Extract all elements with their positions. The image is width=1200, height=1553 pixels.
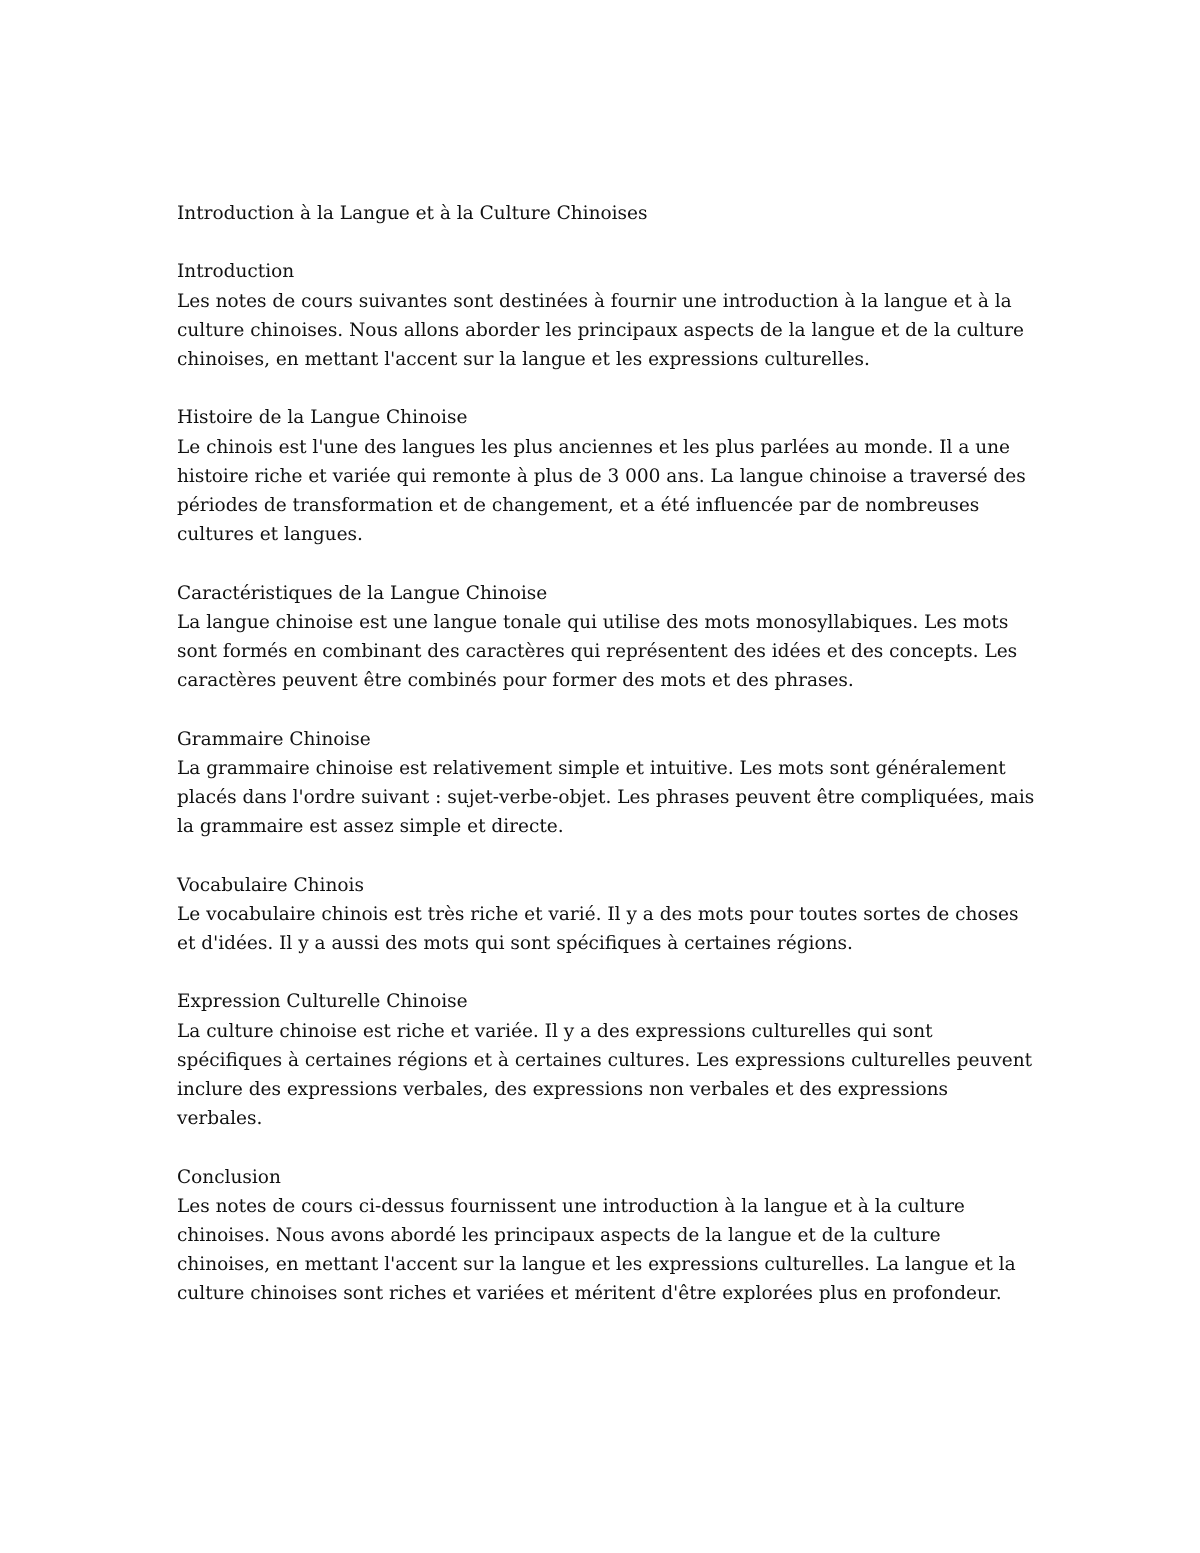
section-body: Les notes de cours suivantes sont destinées à fournir une introduction à la langue et à la culture chinoises. Nous allons aborder les principaux aspects de la langue et de la culture chinoises, en mettant l'accent sur la langue et les expressions culturelles. <box>177 290 1025 370</box>
section-heading: Expression Culturelle Chinoise <box>177 991 468 1013</box>
section-introduction <box>177 257 1037 374</box>
section-expression-culturelle <box>177 987 1037 1133</box>
section-heading: Conclusion <box>177 1166 281 1188</box>
section-histoire <box>177 403 1037 549</box>
document-title: Introduction à la Langue et à la Culture Chinoises <box>177 203 648 224</box>
section-body: Le vocabulaire chinois est très riche et varié. Il y a des mots pour toutes sortes de choses et d'idées. Il y a aussi des mots qui sont spécifiques à certaines régions. <box>177 903 1019 954</box>
section-grammaire <box>177 725 1037 842</box>
section-body: La langue chinoise est une langue tonale qui utilise des mots monosyllabiques. Les mots sont formés en combinant des caractères qui représentent des idées et des concepts. Les caractères peuvent être combinés pour former des mots et des phrases. <box>177 611 1018 692</box>
section-caracteristiques <box>177 579 1037 696</box>
section-body: Le chinois est l'une des langues les plus anciennes et les plus parlées au monde. Il a une histoire riche et variée qui remonte à plus de 3 000 ans. La langue chinoise a traversé des périodes de transformation et de changement, et a été influencée par de nombreuses cultures et langues. <box>177 436 1026 546</box>
section-heading: Grammaire Chinoise <box>177 728 371 750</box>
section-heading: Histoire de la Langue Chinoise <box>177 407 468 429</box>
section-body: La culture chinoise est riche et variée. Il y a des expressions culturelles qui sont spécifiques à certaines régions et à certaines cultures. Les expressions culturelles peuvent inclure des expressions verbales, des expressions non verbales et des expressions verbales. <box>177 1020 1033 1130</box>
section-vocabulaire <box>177 871 1037 959</box>
section-heading: Vocabulaire Chinois <box>177 874 364 896</box>
document-content <box>177 199 1037 1338</box>
section-heading: Caractéristiques de la Langue Chinoise <box>177 582 548 604</box>
section-conclusion <box>177 1163 1037 1309</box>
section-body: Les notes de cours ci-dessus fournissent une introduction à la langue et à la culture chinoises. Nous avons abordé les principaux aspects de la langue et de la culture chinoises, en mettant l'accent sur la langue et les expressions culturelles. La langue et la culture chinoises sont riches et variées et méritent d'être explorées plus en profondeur. <box>177 1195 1016 1305</box>
section-body: La grammaire chinoise est relativement simple et intuitive. Les mots sont généralement placés dans l'ordre suivant : sujet-verbe-objet. Les phrases peuvent être compliquées, mais la grammaire est assez simple et directe. <box>177 757 1035 838</box>
section-heading: Introduction <box>177 261 295 283</box>
